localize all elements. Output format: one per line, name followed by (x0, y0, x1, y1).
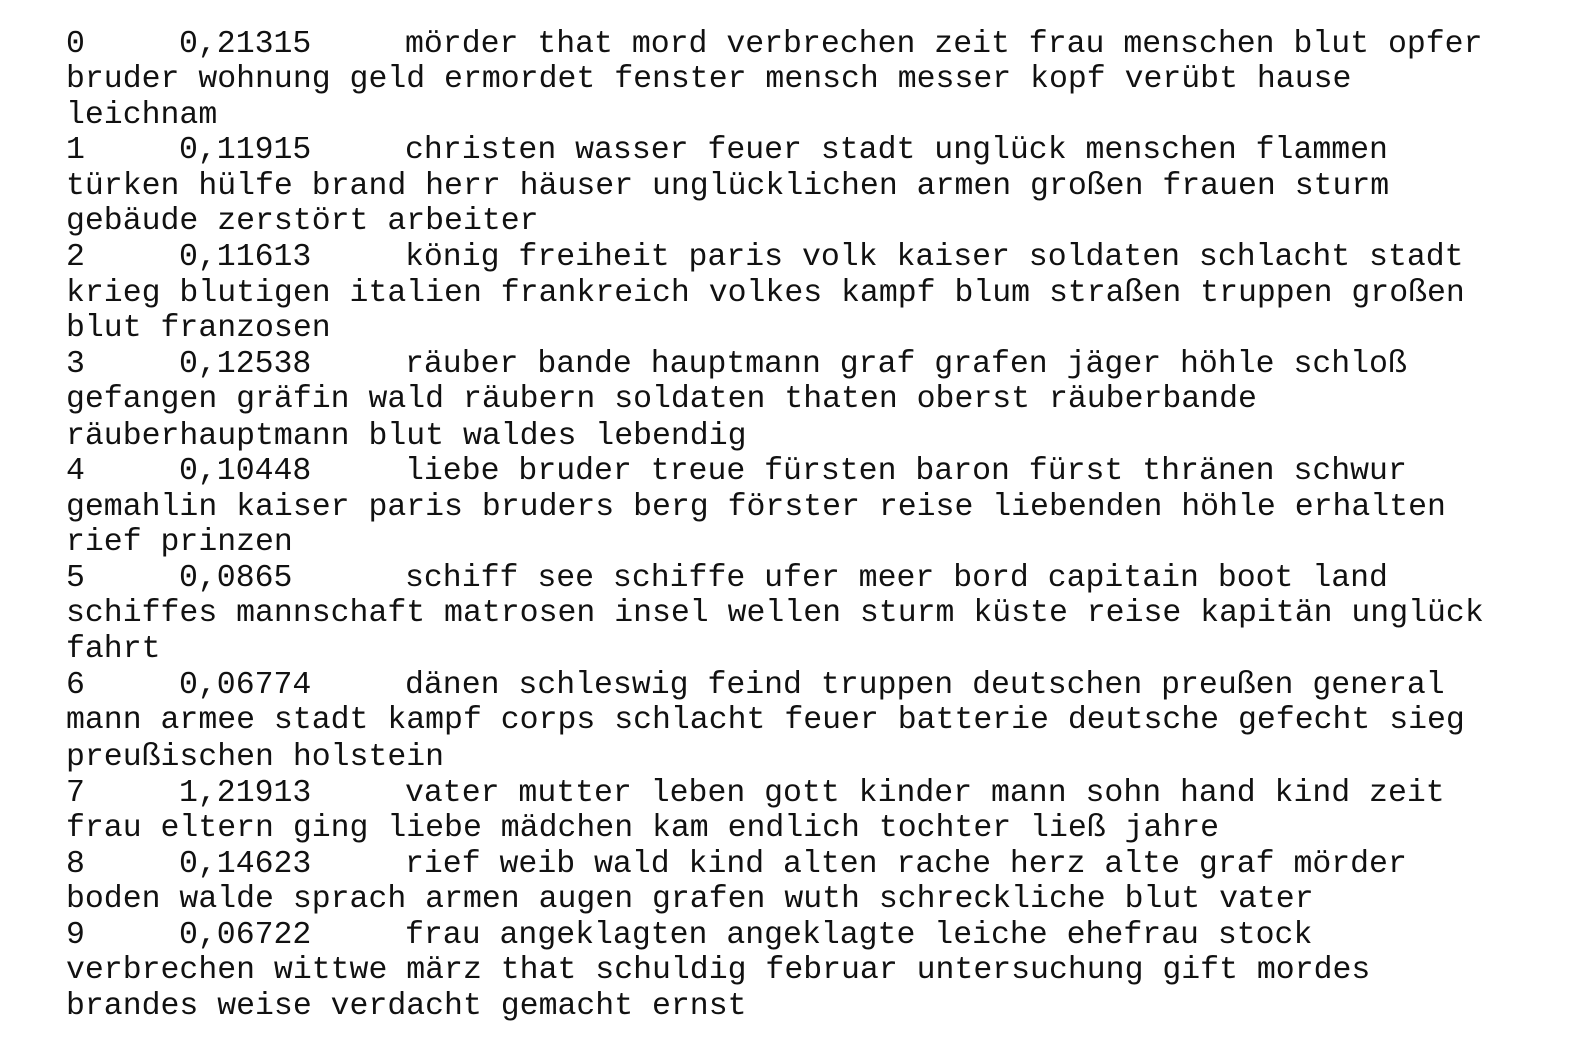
topic-id: 5 (66, 561, 85, 596)
topic-id: 7 (66, 776, 85, 811)
topic-id: 9 (66, 918, 85, 953)
topic-weight: 0,21315 (179, 27, 312, 62)
topic-0-third-line: leichnam (66, 98, 218, 133)
topic-id: 4 (66, 454, 85, 489)
topic-0-first-line (66, 27, 1482, 63)
topic-weight: 1,21913 (179, 776, 312, 811)
topic-3-first-line (66, 347, 1407, 383)
topic-4-third-line: rief prinzen (66, 525, 293, 560)
topic-9-first-line (66, 918, 1312, 954)
topic-weight: 0,10448 (179, 454, 312, 489)
topic-words: mörder that mord verbrechen zeit frau menschen blut opfer (405, 27, 1483, 62)
topic-0-second-line: bruder wohnung geld ermordet fenster mensch messer kopf verübt hause (66, 62, 1352, 97)
topic-8-first-line (66, 847, 1407, 883)
topic-weight: 0,06774 (179, 668, 312, 703)
topic-weight: 0,14623 (179, 847, 312, 882)
topic-8-second-line: boden walde sprach armen augen grafen wuth schreckliche blut vater (66, 882, 1314, 917)
topic-7-first-line (66, 776, 1445, 812)
topic-3-third-line: räuberhauptmann blut waldes lebendig (66, 419, 747, 454)
topic-9-second-line: verbrechen wittwe märz that schuldig februar untersuchung gift mordes (66, 953, 1371, 988)
topic-id: 2 (66, 240, 85, 275)
topic-words: räuber bande hauptmann graf grafen jäger höhle schloß (405, 347, 1407, 382)
topic-4-first-line (66, 454, 1407, 490)
topic-words: liebe bruder treue fürsten baron fürst thränen schwur (405, 454, 1407, 489)
topic-weight: 0,11915 (179, 133, 312, 168)
topic-6-second-line: mann armee stadt kampf corps schlacht feuer batterie deutsche gefecht sieg (66, 703, 1465, 738)
topic-1-second-line: türken hülfe brand herr häuser unglücklichen armen großen frauen sturm (66, 169, 1390, 204)
topic-2-first-line (66, 240, 1464, 276)
topic-words: könig freiheit paris volk kaiser soldaten schlacht stadt (405, 240, 1464, 275)
topic-4-second-line: gemahlin kaiser paris bruders berg förster reise liebenden höhle erhalten (66, 490, 1446, 525)
topic-weight: 0,12538 (179, 347, 312, 382)
topic-id: 8 (66, 847, 85, 882)
topic-1-first-line (66, 133, 1388, 169)
topic-weight: 0,11613 (179, 240, 312, 275)
topic-9-third-line: brandes weise verdacht gemacht ernst (66, 989, 747, 1024)
topic-6-third-line: preußischen holstein (66, 740, 445, 775)
topic-words: christen wasser feuer stadt unglück menschen flammen (405, 133, 1388, 168)
topic-2-third-line: blut franzosen (66, 311, 331, 346)
topic-id: 0 (66, 27, 85, 62)
topic-7-second-line: frau eltern ging liebe mädchen kam endlich tochter ließ jahre (66, 811, 1220, 846)
topic-words: rief weib wald kind alten rache herz alte graf mörder (405, 847, 1407, 882)
topic-id: 6 (66, 668, 85, 703)
topic-weight: 0,06722 (179, 918, 312, 953)
topic-words: frau angeklagten angeklagte leiche ehefrau stock (405, 918, 1313, 953)
topic-2-second-line: krieg blutigen italien frankreich volkes kampf blum straßen truppen großen (66, 276, 1465, 311)
topic-weight: 0,0865 (179, 561, 293, 596)
topic-words: vater mutter leben gott kinder mann sohn hand kind zeit (405, 776, 1445, 811)
topic-6-first-line (66, 668, 1445, 704)
topic-id: 3 (66, 347, 85, 382)
topic-5-third-line: fahrt (66, 632, 161, 667)
topic-1-third-line: gebäude zerstört arbeiter (66, 204, 539, 239)
topic-5-second-line: schiffes mannschaft matrosen insel wellen sturm küste reise kapitän unglück (66, 596, 1484, 631)
topic-5-first-line (66, 561, 1388, 597)
topic-words: dänen schleswig feind truppen deutschen preußen general (405, 668, 1445, 703)
topic-id: 1 (66, 133, 85, 168)
topic-words: schiff see schiffe ufer meer bord capitain boot land (405, 561, 1388, 596)
topic-3-second-line: gefangen gräfin wald räubern soldaten thaten oberst räuberbande (66, 382, 1257, 417)
